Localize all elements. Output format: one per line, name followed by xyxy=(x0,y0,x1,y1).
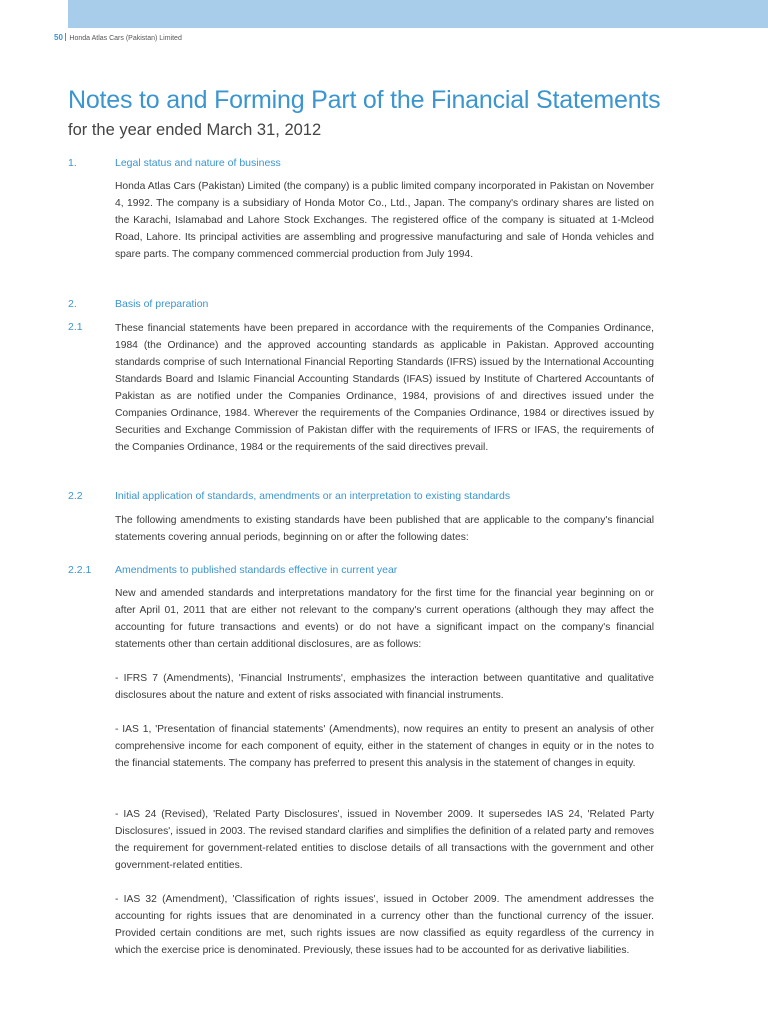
section-2-2-1-text: New and amended standards and interpretations mandatory for the first time for the financial year beginning on or after April 01, 2011 that are either not relevant to the company's current operations (although they may affect the accounting for future transactions and events) or do not have a significant impact on the company's financial statements other than certain additional disclosures, are as follows: xyxy=(115,588,654,650)
section-2-2-heading: Initial application of standards, amendments or an interpretation to existing standards xyxy=(115,490,511,502)
list-item-ias1: - IAS 1, 'Presentation of financial statements' (Amendments), now requires an entity to present an analysis of other comprehensive income for each component of equity, either in the statement of changes in equity or in the notes to the financial statements. The company has preferred to present this analysis in the statement of changes in equity. xyxy=(115,724,654,769)
list-item-ifrs7: - IFRS 7 (Amendments), 'Financial Instruments', emphasizes the interaction between quantitative and qualitative disclosures about the nature and extent of risks associated with financial instruments. xyxy=(115,673,654,701)
list-item-ias24: - IAS 24 (Revised), 'Related Party Disclosures', issued in November 2009. It supersedes IAS 24, 'Related Party Disclosures', issued in 2003. The revised standard clarifies and simplifies the definition of a related party and removes the requirement for government-related entities to disclose details of all transactions with the government and other government-related entities. xyxy=(115,809,654,871)
section-2-2-text: The following amendments to existing standards have been published that are applicable to the company's financial statements covering annual periods, beginning on or after the following dates: xyxy=(115,515,654,543)
section-1-text: Honda Atlas Cars (Pakistan) Limited (the company) is a public limited company incorporated in Pakistan on November 4, 1992. The company is a subsidiary of Honda Motor Co., Ltd., Japan. The company's ordinary shares are listed on the Karachi, Islamabad and Lahore Stock Exchanges. The registered office of the company is situated at 1-Mcleod Road, Lahore. Its principal activities are assembling and progressive manufacturing and sale of Honda vehicles and spare parts. The company commenced commercial production from July 1994. xyxy=(115,181,654,260)
header-company: Honda Atlas Cars (Pakistan) Limited xyxy=(69,35,182,42)
section-1-heading: Legal status and nature of business xyxy=(115,157,281,169)
running-header xyxy=(54,33,182,42)
section-2-2-1-heading: Amendments to published standards effective in current year xyxy=(115,564,398,576)
section-2-2-number: 2.2 xyxy=(68,490,83,502)
header-divider xyxy=(65,33,67,41)
section-2-2-1-number: 2.2.1 xyxy=(68,564,92,576)
page-title: Notes to and Forming Part of the Financial Statements xyxy=(68,86,661,114)
section-2-number: 2. xyxy=(68,298,77,310)
top-color-bar xyxy=(68,0,768,28)
list-item-ias32: - IAS 32 (Amendment), 'Classification of rights issues', issued in October 2009. The amendment addresses the accounting for rights issues that are denominated in a currency other than the functional currency of the issuer. Provided certain conditions are met, such rights issues are now classified as equity regardless of the currency in which the exercise price is denominated. Previously, these issues had to be accounted for as derivative liabilities. xyxy=(115,894,654,956)
section-1-number: 1. xyxy=(68,157,77,169)
section-2-1-text: These financial statements have been prepared in accordance with the requirements of the Companies Ordinance, 1984 (the Ordinance) and the approved accounting standards as applicable in Pakistan. Approved accounting standards comprise of such International Financial Reporting Standards (IFRS) issued by the International Accounting Standards Board and Islamic Financial Accounting Standards (IFAS) issued by Institute of Chartered Accountants of Pakistan as are notified under the Companies Ordinance, 1984, provisions of and directives issued under the Companies Ordinance, 1984. Wherever the requirements of the Companies Ordinance, 1984 or directives issued by Securities and Exchange Commission of Pakistan differ with the requirements of IFRS or IFAS, the requirements of the Companies Ordinance, 1984 or the requirements of the said directives prevail. xyxy=(115,323,654,453)
section-2-1-number: 2.1 xyxy=(68,321,83,333)
page-subtitle: for the year ended March 31, 2012 xyxy=(68,121,322,139)
page-number: 50 xyxy=(54,33,63,42)
section-2-heading: Basis of preparation xyxy=(115,298,209,310)
